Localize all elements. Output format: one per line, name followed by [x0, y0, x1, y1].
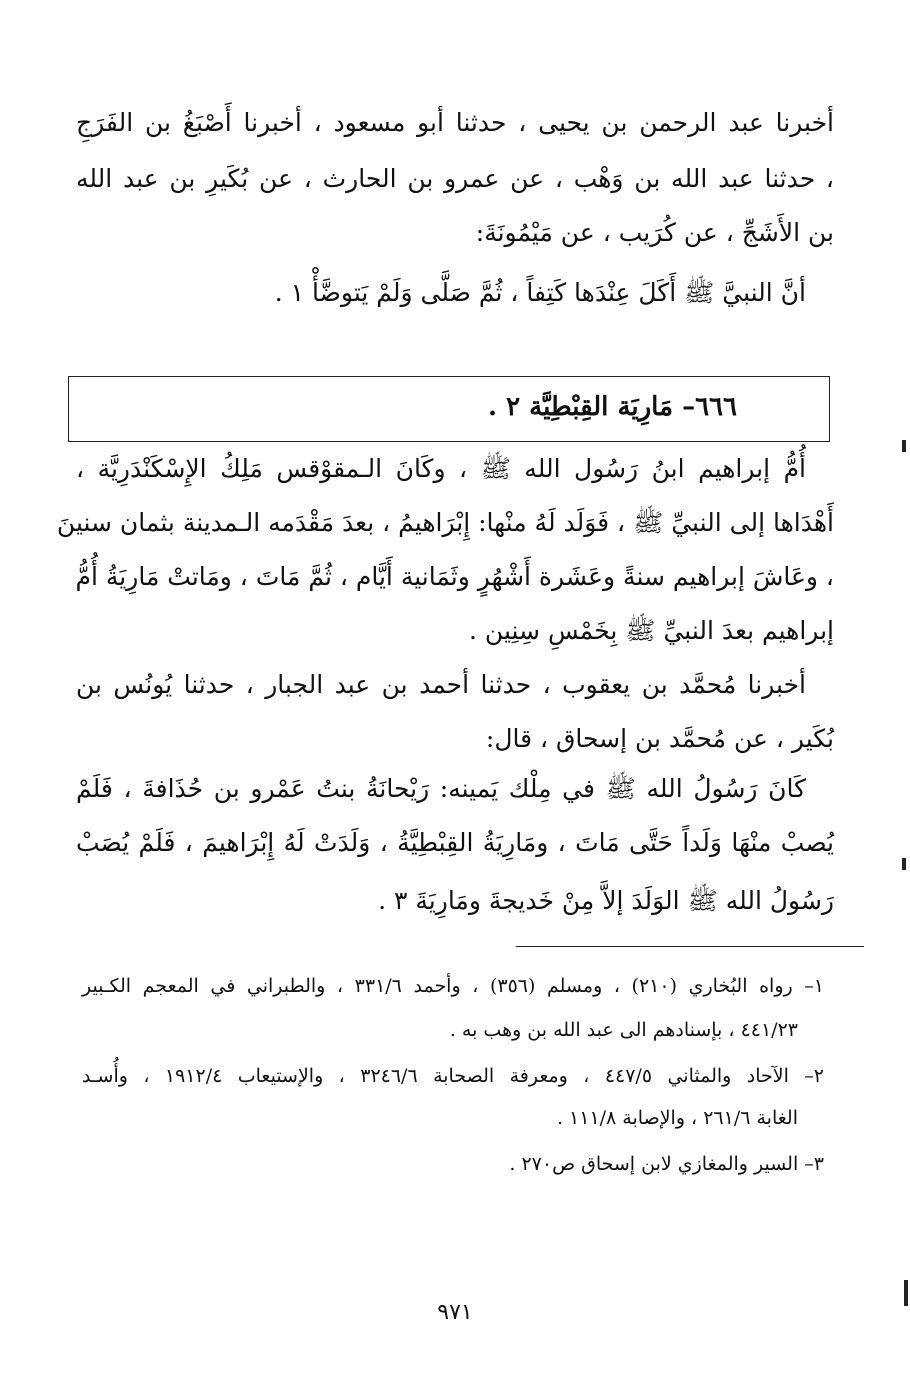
paragraph4-line-3: رَسُولُ الله ﷺ الوَلَدَ إلاَّ مِنْ خَديجةَ ومَارِيَةَ ٣ . [378, 886, 834, 915]
paragraph3-line-2: بُكَير ، عن مُحمَّد بن إسحاق ، قال: [485, 724, 834, 753]
paragraph4-line-1: كَانَ رَسُولُ الله ﷺ في مِلْك يَمينه: رَيْحانَةُ بنتُ عَمْرو بن حُذَافةَ ، فَلَمْ [76, 774, 806, 803]
paragraph2-line-2: أَهْدَاها إلى النبيِّ ﷺ ، فَوَلَد لَهُ منْها: إِبْرَاهيمُ ، بعدَ مَقْدَمه الـمدينة بثمان سنينَ [56, 508, 834, 537]
paragraph1-line-1: أخبرنا عبد الرحمن بن يحيى ، حدثنا أبو مسعود ، أخبرنا أَصْبَغُ بن الفَرَجِ [76, 108, 834, 137]
scan-margin-mark [902, 858, 906, 870]
paragraph2-line-3: ، وعَاشَ إبراهيم سنةً وعَشَرة أَشْهُرٍ وثَمَانية أَيَّام ، ثُمَّ مَاتَ ، ومَاتتْ مَارِيَةُ أُمُّ [75, 562, 834, 591]
section-heading: ٦٦٦– مَارِيَة القِبْطِيَّة ٢ . [488, 392, 737, 422]
paragraph3-line-1: أخبرنا مُحمَّد بن يعقوب ، حدثنا أحمد بن عبد الجبار ، حدثنا يُونُس بن [76, 670, 806, 699]
page-number: ٩٧١ [437, 1300, 473, 1325]
footnote-2-line-2: الغابة ٢٦١/٦ ، والإصابة ١١١/٨ . [556, 1107, 798, 1129]
scan-margin-mark [902, 440, 906, 452]
footnote-2-line-1: ٢– الآحاد والمثاني ٤٤٧/٥ ، ومعرفة الصحابة ٣٢٤٦/٦ ، والإستيعاب ١٩١٢/٤ ، وأُسـد [82, 1065, 824, 1087]
paragraph1-line-4: أنَّ النبيَّ ﷺ أَكَلَ عِنْدَها كَتِفاً ، ثُمَّ صَلَّى وَلَمْ يَتوضَّأْ ١ . [274, 278, 806, 307]
section-heading-box [68, 376, 830, 442]
paragraph1-line-3: بن الأَشَجِّ ، عن كُرَيب ، عن مَيْمُونَةَ: [475, 218, 834, 247]
paragraph4-line-2: يُصبْ منْهَا وَلَداً حَتَّى مَاتَ ، ومَارِيَةُ القِبْطِيَّةُ ، وَلَدَتْ لَهُ إِبْرَاهيمَ ، فَلَمْ يُصَبْ [76, 828, 834, 857]
scan-margin-mark [904, 1280, 908, 1306]
footnote-1-line-2: ٤٤١/٢٣ ، بإسنادهم الى عبد الله بن وهب به . [449, 1019, 798, 1041]
paragraph1-line-2: ، حدثنا عبد الله بن وَهْب ، عن عمرو بن الحارث ، عن بُكَيرِ بن عبد الله [76, 164, 834, 193]
paragraph2-line-4: إبراهيم بعدَ النبيِّ ﷺ بِخَمْسِ سِنِين . [469, 616, 834, 645]
footnote-3-line-1: ٣– السير والمغازي لابن إسحاق ص٢٧٠ . [509, 1153, 824, 1175]
footnote-1-line-1: ١– رواه البُخاري (٢١٠) ، ومسلم (٣٥٦) ، وأحمد ٣٣١/٦ ، والطبراني في المعجم الكـبير [82, 975, 824, 997]
footnote-separator [516, 946, 864, 947]
paragraph2-line-1: أُمُّ إبراهيم ابنُ رَسُول الله ﷺ ، وكَانَ الـمقوْقس مَلِكُ الإِسْكَنْدَرِيَّة ، [76, 454, 806, 483]
